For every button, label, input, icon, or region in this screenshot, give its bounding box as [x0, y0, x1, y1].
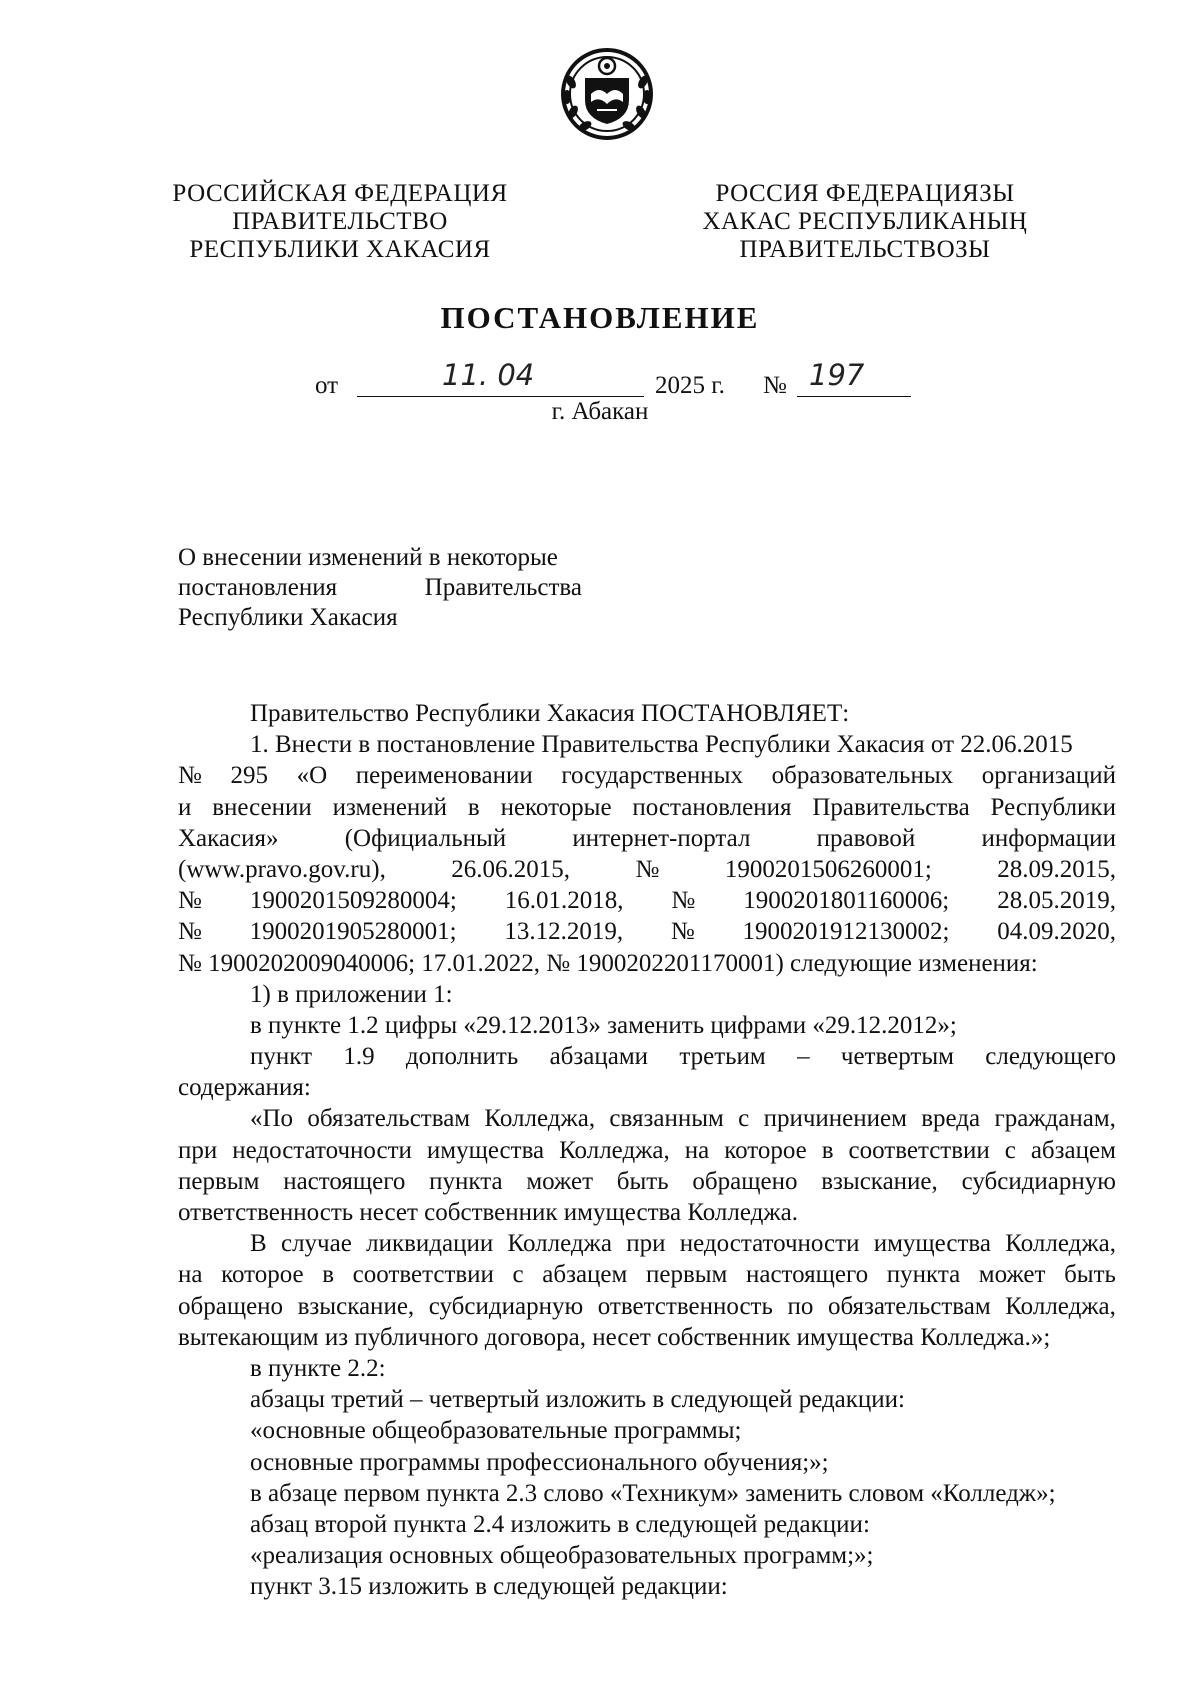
body-word: 04.09.2020, [997, 918, 1116, 946]
body-word: 26.06.2015, [451, 855, 571, 883]
body-word: следующего [985, 1043, 1116, 1071]
body-word: которое [724, 1136, 807, 1164]
body-word: изменений [332, 793, 448, 821]
body-line: в пункте 1.2 цифры «29.12.2013» заменить цифрами «29.12.2012»; [250, 1011, 957, 1039]
body-word: Колледжа, [1005, 1230, 1116, 1258]
body-word: настоящего [745, 1261, 869, 1289]
body-word: при [178, 1136, 218, 1164]
body-word: Колледжа, [484, 1105, 596, 1133]
body-line [178, 1259, 1116, 1290]
body-word: настоящего [283, 1167, 406, 1195]
body-word: третьим [679, 1043, 766, 1071]
body-word: на [178, 1261, 203, 1289]
body-word: соответствии [352, 1261, 494, 1289]
body-word: быть [616, 1167, 669, 1195]
body-line [178, 1103, 1116, 1134]
body-word: которое [221, 1261, 304, 1289]
body-word: обязательствам [827, 1292, 991, 1320]
subject-line-3: Республики Хакасия [178, 604, 398, 631]
body-word: 28.09.2015, [997, 855, 1116, 883]
body-word: интернет-портал [572, 824, 751, 852]
body-line [178, 1228, 1116, 1259]
coat-of-arms-icon [557, 42, 657, 142]
header-left-line-2: ПРАВИТЕЛЬСТВО [232, 208, 448, 235]
body-word: 1900201801160006; [743, 887, 950, 915]
body-word: внесении [212, 793, 312, 821]
body-line [178, 1291, 1116, 1322]
body-word: 16.01.2018, [504, 887, 624, 915]
number-underline [797, 358, 911, 397]
body-word: недостаточности [679, 1230, 860, 1258]
body-word: переименовании [355, 762, 533, 790]
body-word: по [787, 1292, 814, 1320]
header-right-line-1: РОССИЯ ФЕДЕРАЦИЯЗЫ [715, 180, 1015, 207]
document-subject [178, 543, 582, 633]
number-label: № [763, 372, 787, 399]
from-label: от [315, 372, 339, 399]
body-word: № [670, 918, 695, 946]
body-word: обращено [178, 1292, 284, 1320]
body-word: имущества [426, 1136, 545, 1164]
date-underline [357, 358, 644, 397]
body-line: 1. Внести в постановление Правительства Республики Хакасия от 22.06.2015 [250, 731, 1073, 759]
body-word: 1.9 [343, 1043, 375, 1071]
body-word: обязательствам [307, 1105, 471, 1133]
body-word: может [526, 1167, 593, 1195]
body-word: «О [296, 762, 328, 790]
body-word: Правительства [812, 793, 970, 821]
body-word: недостаточности [232, 1136, 412, 1164]
body-word: дополнить [405, 1043, 519, 1071]
body-word: 295 [230, 762, 268, 790]
number-handwritten: 197 [809, 358, 865, 392]
body-word: взыскание, [297, 1292, 415, 1320]
body-word: четвертым [840, 1043, 954, 1071]
body-line: пункт 3.15 изложить в следующей редакции: [250, 1573, 728, 1601]
body-word: пункт [250, 1043, 312, 1071]
body-word: с [512, 1261, 524, 1289]
body-line: «основные общеобразовательные программы; [250, 1417, 742, 1445]
document-body [178, 698, 1116, 1602]
body-word: № [178, 762, 202, 790]
body-line [178, 760, 1116, 791]
body-word: Республики [990, 793, 1116, 821]
body-word: Хакасия» [178, 824, 279, 852]
body-word: № [178, 887, 202, 915]
body-word: № [635, 855, 660, 883]
body-word: информации [981, 824, 1116, 852]
body-word: образовательных [771, 762, 954, 790]
body-word: (www.pravo.gov.ru), [178, 855, 386, 883]
body-line [178, 792, 1116, 823]
body-word: 1900201506260001; [724, 855, 932, 883]
body-line: основные программы профессионального обучения;»; [250, 1448, 829, 1476]
body-word: первым [645, 1261, 728, 1289]
subject-line-2 [178, 573, 582, 603]
body-word: в [322, 1261, 335, 1289]
subject-word: постановления [178, 574, 338, 601]
body-word: случае [280, 1230, 352, 1258]
body-word: 1900201509280004; [249, 887, 457, 915]
body-word: 1900201905280001; [249, 918, 457, 946]
body-word: ликвидации [366, 1230, 494, 1258]
body-line: абзац второй пункта 2.4 изложить в следующей редакции: [250, 1510, 870, 1538]
header-right [690, 180, 1040, 264]
body-line: вытекающим из публичного договора, несет собственник имущества Колледжа.»; [178, 1323, 1051, 1351]
body-word: (Официальный [344, 824, 507, 852]
body-word: на [684, 1136, 710, 1164]
body-line [178, 885, 1116, 916]
body-word: № [671, 887, 696, 915]
body-word: абзацами [549, 1043, 649, 1071]
body-word: вреда [921, 1105, 981, 1133]
body-line: 1) в приложении 1: [250, 980, 453, 1008]
body-word: пункта [429, 1167, 503, 1195]
body-word: Колледжа, [559, 1136, 670, 1164]
body-word: некоторые [500, 793, 612, 821]
body-line: Правительство Республики Хакасия ПОСТАНОВЛЯЕТ: [250, 700, 850, 727]
body-line: в абзаце первом пункта 2.3 слово «Техникум» заменить словом «Колледж»; [250, 1479, 1056, 1507]
body-word: – [797, 1043, 810, 1071]
body-line [178, 823, 1116, 854]
header-left-line-1: РОССИЙСКАЯ ФЕДЕРАЦИЯ [172, 180, 508, 207]
year-label: 2025 г. [655, 372, 725, 399]
body-word: 13.12.2019, [504, 918, 624, 946]
body-word: в [467, 793, 480, 821]
body-line [178, 1135, 1116, 1166]
body-word: обращено [692, 1167, 798, 1195]
date-handwritten: 11. 04 [442, 358, 535, 392]
body-line: абзацы третий – четвертый изложить в следующей редакции: [250, 1386, 906, 1414]
body-line: содержания: [178, 1074, 311, 1102]
subject-line-1: О внесении изменений в некоторые [178, 544, 558, 571]
body-word: абзацем [542, 1261, 628, 1289]
body-word: взыскание, [821, 1167, 938, 1195]
body-word: постановления [632, 793, 792, 821]
body-word: Колледжа, [1005, 1292, 1116, 1320]
body-word: 28.05.2019, [997, 887, 1116, 915]
body-word: первым [178, 1167, 260, 1195]
body-word: субсидиарную [428, 1292, 584, 1320]
body-word: может [978, 1261, 1046, 1289]
header-right-line-2: ХАКАС РЕСПУБЛИКАНЫҢ [702, 208, 1028, 235]
body-word: субсидиарную [961, 1167, 1116, 1195]
body-word: № [178, 918, 202, 946]
body-word: с [738, 1105, 750, 1133]
body-line: в пункте 2.2: [250, 1354, 386, 1382]
body-word: организаций [981, 762, 1116, 790]
body-word: гражданам, [994, 1105, 1116, 1133]
body-line: ответственность несет собственник имущества Колледжа. [178, 1199, 798, 1226]
body-line: «реализация основных общеобразовательных программ;»; [250, 1542, 874, 1570]
subject-word: Правительства [424, 574, 582, 601]
body-word: правовой [816, 824, 916, 852]
body-word: пункта [886, 1261, 961, 1289]
body-word: быть [1064, 1261, 1116, 1289]
city-name: г. Абакан [551, 398, 649, 425]
body-line [178, 916, 1116, 947]
body-word: абзацем [1030, 1136, 1116, 1164]
body-line [178, 1041, 1116, 1072]
body-word: В [250, 1230, 267, 1258]
body-word: соответствии [848, 1136, 990, 1164]
body-word: ответственность [597, 1292, 773, 1320]
header-right-line-3: ПРАВИТЕЛЬСТВОЗЫ [739, 236, 991, 263]
body-word: причинением [763, 1105, 907, 1133]
body-line [178, 1166, 1116, 1197]
body-word: государственных [561, 762, 743, 790]
body-word: при [626, 1230, 666, 1258]
body-word: связанным [609, 1105, 724, 1133]
body-word: имущества [873, 1230, 991, 1258]
header-left [170, 180, 510, 264]
body-word: в [821, 1136, 834, 1164]
document-type-title: ПОСТАНОВЛЕНИЕ [440, 300, 760, 335]
body-word: «По [250, 1105, 294, 1133]
body-word: Колледжа [507, 1230, 612, 1258]
body-line [178, 854, 1116, 885]
body-word: с [1004, 1136, 1016, 1164]
header-left-line-3: РЕСПУБЛИКИ ХАКАСИЯ [189, 236, 491, 263]
body-line: № 1900202009040006; 17.01.2022, № 1900202201170001) следующие изменения: [178, 949, 1038, 977]
body-word: и [178, 793, 192, 821]
body-word: 1900201912130002; [742, 918, 950, 946]
